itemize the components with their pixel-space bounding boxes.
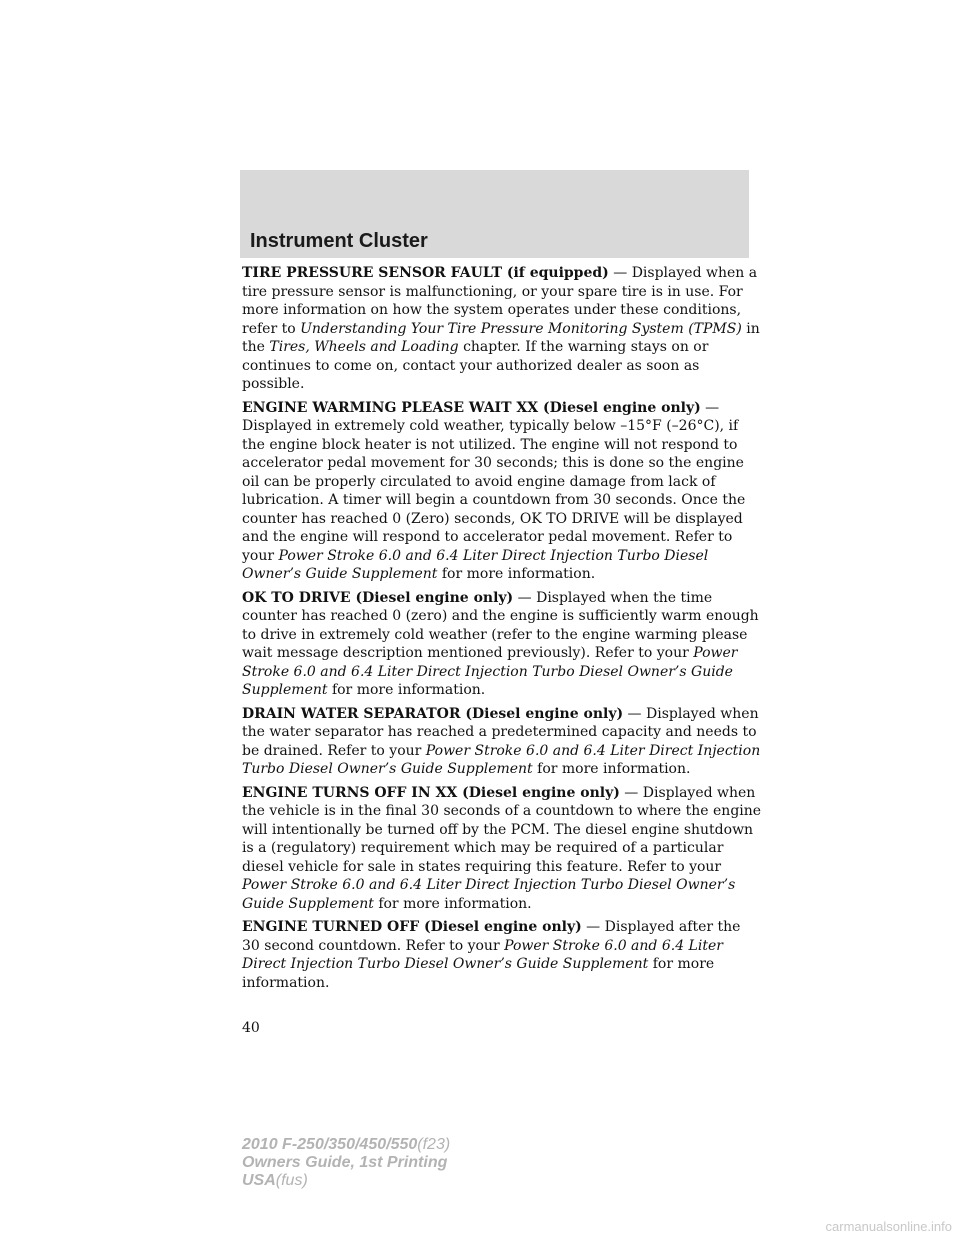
- entry-reference: Understanding Your Tire Pressure Monitoring System (TPMS): [300, 320, 742, 337]
- entry-engine-turned-off: [242, 918, 762, 992]
- footer-model: 2010 F-250/350/450/550: [242, 1136, 418, 1153]
- footer-market: USA: [242, 1172, 276, 1189]
- entry-reference: Power Stroke 6.0 and 6.4 Liter Direct Injection Turbo Diesel Owner’s Guide Supplement: [242, 645, 738, 698]
- entry-drain-water-separator: [242, 705, 762, 779]
- entry-ok-to-drive: [242, 589, 762, 700]
- footer-line-market: [242, 1172, 450, 1190]
- entry-text: for more information.: [327, 682, 486, 698]
- chapter-title: Instrument Cluster: [250, 230, 428, 252]
- footer-line-edition: Owners Guide, 1st Printing: [242, 1154, 448, 1171]
- entry-text: for more information.: [532, 761, 691, 777]
- entry-text: chapter. If the warning stays on or continues to come on, contact your authorized dealer as soon as possible.: [242, 339, 709, 392]
- entry-text: — Displayed when the time counter has reached 0 (zero) and the engine is sufficiently warm enough to drive in extremely cold weather (refer to the engine warming please wait message description mentioned previously). Refer to your: [242, 589, 759, 661]
- entry-text: for more information.: [373, 895, 532, 912]
- entry-text: for more information.: [242, 956, 715, 991]
- site-watermark: carmanualsonline.info: [825, 1219, 952, 1234]
- entry-text: — Displayed in extremely cold weather, typically below –15°F (–26°C), if the engine block heater is not utilized. The engine will not respond to accelerator pedal movement for 30 seconds; this is done so the engine oil can be properly circulated to avoid engine damage from lack of lubrication. A timer will begin a countdown from 30 seconds. Once the counter has reached 0 (Zero) seconds, OK TO DRIVE will be displayed and the engine will respond to accelerator pedal movement. Refer to your: [242, 399, 746, 564]
- entry-text: — Displayed after the 30 second countdown. Refer to your: [242, 919, 741, 954]
- footer-line-model: [242, 1136, 450, 1154]
- entry-title: ENGINE WARMING PLEASE WAIT XX (Diesel engine only): [242, 399, 701, 416]
- entry-text: — Displayed when a tire pressure sensor is malfunctioning, or your spare tire is in use. For more information on how the system operates under these conditions, refer to: [242, 265, 758, 337]
- entry-text: for more information.: [437, 566, 596, 582]
- entry-reference: Power Stroke 6.0 and 6.4 Liter Direct Injection Turbo Diesel Owner’s Guide Supplement: [242, 547, 709, 582]
- footer-market-code: (fus): [275, 1172, 308, 1189]
- entry-tire-pressure-sensor-fault: [242, 264, 762, 394]
- entry-text: — Displayed when the vehicle is in the final 30 seconds of a countdown to where the engine will intentionally be turned off by the PCM. The diesel engine shutdown is a (regulatory) requirement which may be required of a particular diesel vehicle for sale in states requiring this feature. Refer to your: [242, 784, 762, 875]
- footer-model-code: (f23): [417, 1136, 451, 1153]
- entry-text: — Displayed when the water separator has reached a predetermined capacity and needs to be drained. Refer to your: [242, 705, 759, 759]
- entry-engine-turns-off: [242, 784, 762, 914]
- page-content: [242, 264, 762, 997]
- entry-title: ENGINE TURNED OFF (Diesel engine only): [242, 919, 582, 935]
- entry-engine-warming: [242, 399, 762, 584]
- print-footer: [242, 1136, 450, 1190]
- entry-title: ENGINE TURNS OFF IN XX (Diesel engine only): [242, 784, 620, 801]
- entry-reference: Power Stroke 6.0 and 6.4 Liter Direct Injection Turbo Diesel Owner’s Guide Supplement: [242, 937, 723, 972]
- chapter-header-band: [240, 170, 749, 258]
- entry-title: DRAIN WATER SEPARATOR (Diesel engine only): [242, 705, 624, 722]
- entry-reference: Power Stroke 6.0 and 6.4 Liter Direct Injection Turbo Diesel Owner’s Guide Supplement: [242, 742, 761, 777]
- entry-title: TIRE PRESSURE SENSOR FAULT (if equipped): [242, 265, 609, 281]
- page-number: 40: [242, 1020, 260, 1036]
- entry-title: OK TO DRIVE (Diesel engine only): [242, 589, 514, 606]
- entry-reference: Tires, Wheels and Loading: [269, 339, 459, 355]
- entry-text: in the: [242, 320, 760, 355]
- entry-reference: Power Stroke 6.0 and 6.4 Liter Direct Injection Turbo Diesel Owner’s Guide Supplement: [242, 877, 736, 912]
